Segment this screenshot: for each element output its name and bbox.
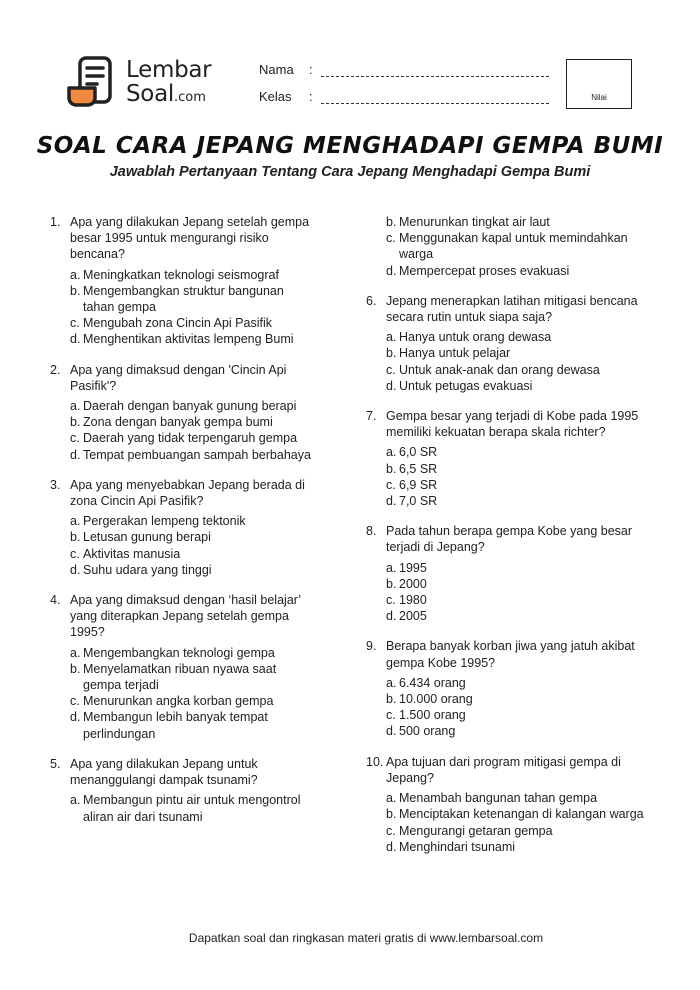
option[interactable] xyxy=(70,267,312,283)
question-5-continued xyxy=(366,214,646,279)
option-text: Pergerakan lempeng tektonik xyxy=(83,514,246,529)
option-text: Hanya untuk orang dewasa xyxy=(399,330,552,345)
option-text: 6,9 SR xyxy=(399,477,438,492)
option-letter: c. xyxy=(70,431,80,446)
option-letter: b. xyxy=(386,576,397,591)
option[interactable] xyxy=(386,839,646,855)
option-text: Tempat pembuangan sampah berbahaya xyxy=(83,447,311,462)
option[interactable] xyxy=(70,661,312,693)
question-text: Berapa banyak korban jiwa yang jatuh akibat gempa Kobe 1995? xyxy=(386,639,635,670)
option[interactable] xyxy=(386,576,646,592)
right-column xyxy=(366,214,646,869)
question-number: 3. xyxy=(50,477,61,492)
option[interactable] xyxy=(386,230,646,262)
option-text: 2005 xyxy=(399,609,427,624)
score-box[interactable] xyxy=(566,59,632,109)
question-4 xyxy=(50,592,312,742)
option-text: 6.434 orang xyxy=(399,675,466,690)
option-text: Menghindari tsunami xyxy=(399,839,516,854)
option-letter: d. xyxy=(386,494,397,509)
question-2 xyxy=(50,362,312,463)
question-1 xyxy=(50,214,312,348)
question-text: Gempa besar yang terjadi di Kobe pada 1995 memiliki kekuatan berapa skala richter? xyxy=(386,409,639,440)
question-number: 7. xyxy=(366,409,377,424)
left-column xyxy=(50,214,312,839)
option-text: 6,0 SR xyxy=(399,445,438,460)
option-letter: a. xyxy=(70,793,81,808)
option[interactable] xyxy=(70,331,312,347)
option-letter: d. xyxy=(386,609,397,624)
class-input-line[interactable] xyxy=(321,91,549,104)
option-letter: b. xyxy=(386,215,397,229)
option-letter: b. xyxy=(386,807,397,822)
option[interactable] xyxy=(386,723,646,739)
option-letter: d. xyxy=(70,447,81,462)
option[interactable] xyxy=(386,592,646,608)
option-letter: b. xyxy=(386,346,397,361)
option[interactable] xyxy=(386,378,646,394)
option-letter: d. xyxy=(386,839,397,854)
option[interactable] xyxy=(386,691,646,707)
option-letter: d. xyxy=(386,263,397,278)
option[interactable] xyxy=(386,806,646,822)
option-letter: c. xyxy=(386,708,396,723)
question-3 xyxy=(50,477,312,578)
option-letter: c. xyxy=(386,477,396,492)
option-letter: b. xyxy=(70,415,81,430)
logo-line1: Lembar xyxy=(126,57,212,83)
option-letter: c. xyxy=(70,694,80,709)
option[interactable] xyxy=(70,529,312,545)
option-text: 1995 xyxy=(399,560,427,575)
option[interactable] xyxy=(70,562,312,578)
option[interactable] xyxy=(386,608,646,624)
name-field xyxy=(259,62,549,77)
question-number: 9. xyxy=(366,639,377,654)
option-text: Mengurangi getaran gempa xyxy=(399,823,553,838)
question-text: Apa yang dilakukan Jepang untuk menanggulangi dampak tsunami? xyxy=(70,756,258,788)
option[interactable] xyxy=(70,430,312,446)
option-text: Menurunkan tingkat air laut xyxy=(399,215,550,229)
option-text: 1.500 orang xyxy=(399,708,466,723)
question-text: Apa tujuan dari program mitigasi gempa di Jepang? xyxy=(386,754,621,785)
option-text: Membangun lebih banyak tempat perlindungan xyxy=(83,710,268,741)
option-text: 500 orang xyxy=(399,724,456,739)
option-letter: a. xyxy=(386,560,397,575)
option-letter: a. xyxy=(70,267,81,282)
option-text: Menghentikan aktivitas lempeng Bumi xyxy=(83,332,294,347)
option[interactable] xyxy=(70,645,312,661)
option[interactable] xyxy=(386,263,646,279)
option-letter: c. xyxy=(386,231,396,246)
option-letter: c. xyxy=(386,593,396,608)
option-text: Menggunakan kapal untuk memindahkan warga xyxy=(399,231,628,262)
option[interactable] xyxy=(386,214,646,230)
option-text: Menyelamatkan ribuan nyawa saat gempa terjadi xyxy=(83,661,277,693)
option-text: Mengembangkan struktur bangunan tahan gempa xyxy=(83,283,284,315)
page-subtitle: Jawablah Pertanyaan Tentang Cara Jepang Menghadapi Gempa Bumi xyxy=(109,164,591,180)
question-text: Apa yang dimaksud dengan ‘hasil belajar’ yang diterapkan Jepang setelah gempa 1995? xyxy=(70,593,301,640)
question-9 xyxy=(366,638,646,739)
class-colon: : xyxy=(309,89,313,104)
logo-line2: Soal xyxy=(126,81,174,107)
option[interactable] xyxy=(70,447,312,463)
option-text: Menciptakan ketenangan di kalangan warga xyxy=(399,807,644,822)
option-letter: d. xyxy=(386,724,397,739)
page-title: SOAL CARA JEPANG MENGHADAPI GEMPA BUMI xyxy=(36,133,664,159)
option[interactable] xyxy=(386,329,646,345)
option-letter: c. xyxy=(70,546,80,561)
option[interactable] xyxy=(70,283,312,315)
option-text: Mempercepat proses evakuasi xyxy=(399,263,570,278)
question-10 xyxy=(366,754,646,855)
option-text: Daerah dengan banyak gunung berapi xyxy=(83,399,297,414)
option-letter: c. xyxy=(386,823,396,838)
question-number: 8. xyxy=(366,524,377,539)
option-text: Menambah bangunan tahan gempa xyxy=(399,791,598,806)
option[interactable] xyxy=(386,461,646,477)
option-text: Untuk anak-anak dan orang dewasa xyxy=(399,362,600,377)
option-letter: b. xyxy=(386,461,397,476)
option-text: 7,0 SR xyxy=(399,494,438,509)
option[interactable] xyxy=(70,693,312,709)
option-text: Zona dengan banyak gempa bumi xyxy=(83,415,273,430)
logo xyxy=(66,56,216,112)
class-label: Kelas xyxy=(259,89,292,104)
option-text: Hanya untuk pelajar xyxy=(399,346,511,361)
option[interactable] xyxy=(70,709,312,741)
option-text: Daerah yang tidak terpengaruh gempa xyxy=(83,431,298,446)
option-letter: a. xyxy=(70,645,81,660)
question-8 xyxy=(366,523,646,624)
option-letter: c. xyxy=(70,316,80,331)
option-letter: d. xyxy=(70,710,81,725)
option-letter: b. xyxy=(70,530,81,545)
option-letter: a. xyxy=(386,675,397,690)
option[interactable] xyxy=(386,560,646,576)
option-text: 10.000 orang xyxy=(399,692,473,707)
option-letter: a. xyxy=(70,399,81,414)
option[interactable] xyxy=(386,707,646,723)
question-number: 10. xyxy=(366,754,384,769)
option-text: Mengubah zona Cincin Api Pasifik xyxy=(83,316,273,331)
name-label: Nama xyxy=(259,62,294,77)
option-letter: b. xyxy=(70,283,81,298)
question-number: 6. xyxy=(366,293,377,308)
question-text: Pada tahun berapa gempa Kobe yang besar terjadi di Jepang? xyxy=(386,524,633,555)
option-text: 1980 xyxy=(399,593,427,608)
question-number: 5. xyxy=(50,756,61,771)
option[interactable] xyxy=(70,513,312,529)
option-text: Aktivitas manusia xyxy=(83,546,181,561)
option-text: Mengembangkan teknologi gempa xyxy=(83,645,275,660)
option[interactable] xyxy=(70,414,312,430)
option[interactable] xyxy=(386,362,646,378)
option[interactable] xyxy=(70,315,312,331)
option[interactable] xyxy=(386,345,646,361)
option-text: 6,5 SR xyxy=(399,461,438,476)
option-letter: b. xyxy=(386,692,397,707)
question-number: 4. xyxy=(50,593,61,608)
name-input-line[interactable] xyxy=(321,64,549,77)
option-letter: a. xyxy=(70,514,81,529)
option[interactable] xyxy=(386,823,646,839)
option[interactable] xyxy=(386,493,646,509)
option[interactable] xyxy=(70,792,312,824)
option[interactable] xyxy=(70,546,312,562)
option-letter: a. xyxy=(386,445,397,460)
document-logo-icon xyxy=(66,56,122,112)
question-number: 2. xyxy=(50,362,61,377)
question-text: Apa yang dimaksud dengan 'Cincin Api Pasifik'? xyxy=(70,362,287,393)
question-5 xyxy=(50,756,312,825)
question-text: Apa yang menyebabkan Jepang berada di zona Cincin Api Pasifik? xyxy=(70,477,305,509)
option-letter: a. xyxy=(386,330,397,345)
option-text: 2000 xyxy=(399,576,427,591)
class-field xyxy=(259,89,549,104)
question-text: Apa yang dilakukan Jepang setelah gempa besar 1995 untuk mengurangi risiko bencana? xyxy=(70,215,310,262)
option-text: Untuk petugas evakuasi xyxy=(399,378,533,393)
option-text: Letusan gunung berapi xyxy=(83,530,211,545)
option-letter: d. xyxy=(70,332,81,347)
question-text: Jepang menerapkan latihan mitigasi bencana secara rutin untuk siapa saja? xyxy=(386,293,638,325)
name-colon: : xyxy=(309,62,313,77)
option-text: Membangun pintu air untuk mengontrol aliran air dari tsunami xyxy=(83,793,301,824)
option-letter: d. xyxy=(70,562,81,577)
option[interactable] xyxy=(386,675,646,691)
option[interactable] xyxy=(70,398,312,414)
option[interactable] xyxy=(386,790,646,806)
footer-text: Dapatkan soal dan ringkasan materi gratis di www.lembarsoal.com xyxy=(188,931,544,945)
logo-suffix: .com xyxy=(173,90,206,105)
option[interactable] xyxy=(386,444,646,460)
option-text: Meningkatkan teknologi seismograf xyxy=(83,267,279,282)
question-6 xyxy=(366,293,646,394)
option[interactable] xyxy=(386,477,646,493)
option-text: Menurunkan angka korban gempa xyxy=(83,694,274,709)
question-number: 1. xyxy=(50,215,61,229)
score-label: Nilai xyxy=(591,93,607,102)
option-letter: c. xyxy=(386,362,396,377)
question-7 xyxy=(366,408,646,509)
option-letter: a. xyxy=(386,791,397,806)
option-text: Suhu udara yang tinggi xyxy=(83,562,212,577)
option-letter: b. xyxy=(70,661,81,676)
option-letter: d. xyxy=(386,378,397,393)
